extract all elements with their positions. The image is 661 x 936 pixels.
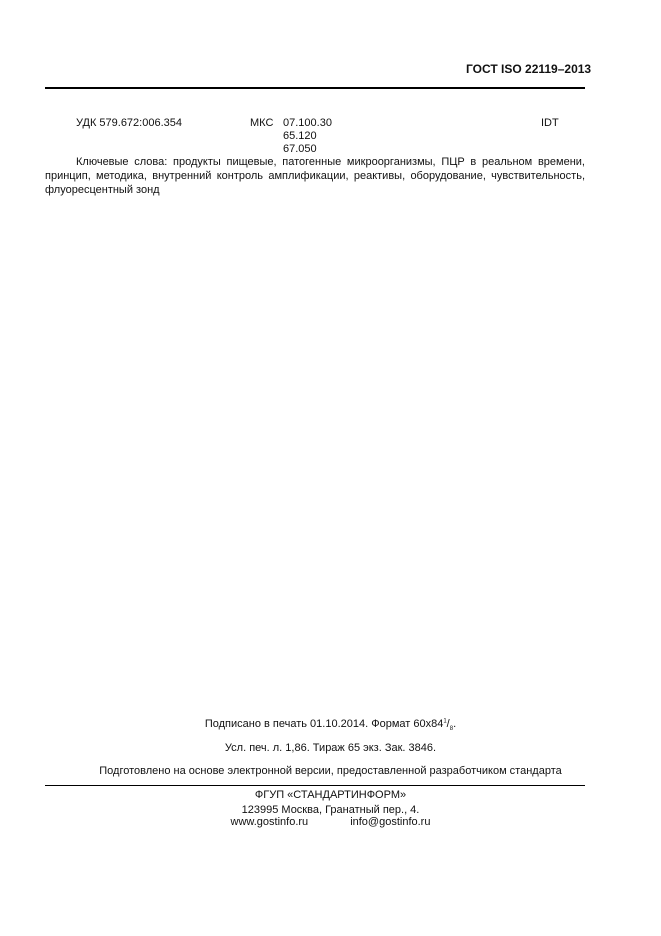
print-info: Усл. печ. л. 1,86. Тираж 65 экз. Зак. 3846.	[224, 742, 437, 754]
standard-code: ГОСТ ISO 22119–2013	[466, 62, 592, 76]
format-denominator: 8	[449, 726, 454, 733]
publisher-address: 123995 Москва, Гранатный пер., 4.	[241, 804, 420, 816]
prepared-note: Подготовлено на основе электронной версии, предоставленной разработчиком стандарта	[99, 765, 562, 777]
website-link[interactable]: www.gostinfo.ru	[230, 816, 309, 828]
footer-rule	[45, 785, 585, 786]
header-rule	[45, 87, 585, 89]
format-numerator: 1	[443, 718, 447, 725]
signed-suffix: .	[453, 718, 457, 730]
udk-code: УДК 579.672:006.354	[76, 117, 182, 129]
mks-label: МКС	[250, 117, 274, 129]
equivalence-degree: IDT	[541, 117, 559, 129]
mks-code: 67.050	[283, 143, 317, 155]
mks-code: 07.100.30	[283, 117, 332, 129]
publisher-contacts	[0, 816, 661, 828]
email-link[interactable]: info@gostinfo.ru	[350, 816, 431, 828]
mks-code: 65.120	[283, 130, 317, 142]
signed-text: Подписано в печать 01.10.2014. Формат 60x84	[204, 718, 444, 730]
publisher-name: ФГУП «СТАНДАРТИНФОРМ»	[254, 789, 407, 801]
keywords-paragraph: Ключевые слова: продукты пищевые, патогенные микроорганизмы, ПЦР в реальном времени, принцип, методика, внутренний контроль амплификации, реактивы, оборудование, чувствительность, флуоресцентный зонд	[45, 156, 585, 196]
signed-for-print: Подписано в печать 01.10.2014. Формат $60x84^1/_8$.	[204, 718, 457, 733]
mks-codes	[283, 117, 332, 156]
